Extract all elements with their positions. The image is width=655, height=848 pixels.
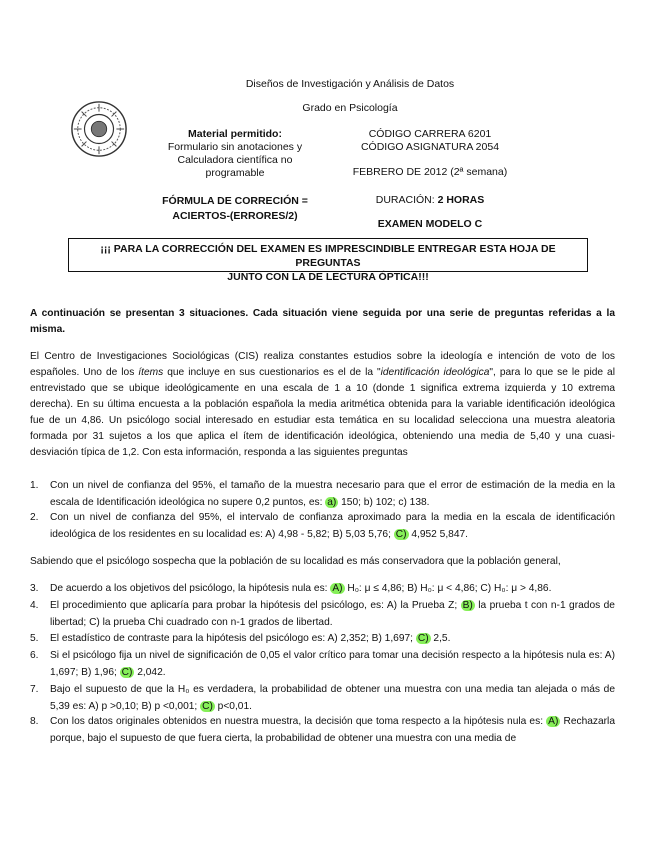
question-number: 3. — [30, 583, 39, 594]
question-text: Con los datos originales obtenidos en nuestra muestra, la decisión que toma respecto a la hipótesis nula es: — [50, 716, 547, 727]
question-number: 1. — [30, 480, 39, 491]
material-line: Calculadora científica no — [177, 154, 293, 166]
question-2 — [30, 510, 615, 544]
exam-model: EXAMEN MODELO C — [377, 218, 483, 230]
answer-highlight: C) — [121, 666, 133, 678]
question-options: p<0,01. — [214, 700, 252, 712]
material-title: Material permitido: — [188, 128, 282, 140]
question-options: 150; b) 102; c) 138. — [338, 496, 430, 508]
warning-box — [68, 238, 588, 283]
answer-highlight: C) — [395, 528, 407, 540]
question-options: 2,042. — [134, 666, 166, 678]
career-code: CÓDIGO CARRERA 6201 — [368, 128, 492, 140]
question-text: Si el psicólogo fija un nivel de significación de 0,05 el valor crítico para tomar una decisión respecto a la hipótesis nula es: A) 1,697; B) 1,96; — [50, 650, 615, 678]
subject-code: CÓDIGO ASIGNATURA 2054 — [360, 141, 500, 153]
question-text: Con un nivel de confianza del 95%, el intervalo de confianza aproximado para la media en la escala de identificación ideológica de los residentes en su localidad es: A) 4,98 - 5,82; B) 5,03 5,76; — [50, 512, 615, 540]
answer-highlight: a) — [327, 496, 337, 508]
formula-line: FÓRMULA DE CORRECIÓN = — [162, 195, 308, 207]
material-block — [150, 128, 320, 180]
degree-title: Grado en Psicología — [302, 102, 398, 114]
intro-text: A continuación se presentan 3 situaciones. Cada situación viene seguida por una serie de preguntas referidas a la misma. — [30, 308, 615, 335]
formula-block — [150, 195, 320, 223]
formula-line: ACIERTOS-(ERRORES/2) — [172, 210, 298, 222]
warning-line: JUNTO CON LA DE LECTURA ÓPTICA!!! — [227, 271, 429, 283]
situation-id-word: identificación ideológica — [380, 367, 490, 378]
question-text: Con un nivel de confianza del 95%, el tamaño de la muestra necesario para que el error de estimación de la media en la escala de Identificación ideológica no supere 0,2 puntos, es: — [50, 480, 615, 508]
situation-text: El Centro de Investigaciones Sociológicas (CIS) realiza constantes estudios sobre la ideología e intención de voto de los españoles. Uno de los — [30, 351, 615, 378]
situation-items-word: ítems — [138, 367, 164, 378]
question-number: 4. — [30, 600, 39, 611]
duration-label: DURACIÓN: — [375, 194, 438, 206]
warning-line: ¡¡¡ PARA LA CORRECCIÓN DEL EXAMEN ES IMPRESCINDIBLE ENTREGAR ESTA HOJA DE PREGUNTAS — [100, 243, 556, 269]
university-seal-icon — [70, 100, 128, 158]
question-text: Bajo el supuesto de que la H₀ es verdadera, la probabilidad de obtener una muestra con una media tan alejada o más de 5,39 es: A) p >0,10; B) p <0,001; — [50, 684, 615, 712]
question-1 — [30, 478, 615, 512]
question-options: la prueba t con n-1 grados de libertad; C) la prueba Chi cuadrado con n-1 grados de libertad. — [50, 600, 615, 628]
situation-paragraph — [30, 349, 615, 461]
answer-highlight: C) — [202, 700, 213, 712]
exam-duration — [340, 194, 520, 207]
question-options: 2,5. — [430, 633, 451, 644]
answer-highlight: C) — [417, 633, 429, 644]
question-text: El procedimiento que aplicaría para probar la hipótesis del psicólogo, es: A) la Prueba Z; — [50, 600, 461, 611]
question-number: 8. — [30, 716, 39, 727]
question-number: 2. — [30, 512, 39, 523]
question-options: H₀: μ ≤ 4,86; B) H₀: μ < 4,86; C) H₀: μ > 4,86. — [344, 583, 552, 594]
answer-highlight: A) — [548, 716, 559, 727]
material-line: Formulario sin anotaciones y — [167, 141, 303, 153]
question-text: El estadístico de contraste para la hipótesis del psicólogo es: A) 2,352; B) 1,697; — [50, 633, 416, 644]
question-text: De acuerdo a los objetivos del psicólogo, la hipótesis nula es: — [50, 583, 331, 594]
material-line: programable — [205, 167, 265, 179]
context-sentence: Sabiendo que el psicólogo sospecha que la población de su localidad es más conservadora que la población general, — [30, 556, 561, 567]
situation-text: ", para lo que se le pide al entrevistado que se ubique ideológicamente en una escala de 1 a 10 (donde 1 significa extrema izquierda y 10 extrema derecha). En su última encuesta a la población española la media aritmética obtenida para la variable identificación ideológica fue de un 4,86. Un psicólogo social interesado en estudiar esta temática en su localidad selecciona una muestra aleatoria formada por 31 sujetos a los que aplica el ítem de identificación ideológica, obteniendo una media de 5,40 y una cuasi-desviación típica de 1,2. Con esta información, responda a las siguientes preguntas — [30, 367, 615, 458]
codes-block — [345, 128, 515, 154]
situation-text: que incluye en sus cuestionarios es el de la " — [163, 367, 381, 378]
duration-value: 2 HORAS — [437, 194, 485, 206]
answer-highlight: B) — [462, 600, 473, 611]
question-options: 4,952 5,847. — [408, 528, 468, 540]
question-number: 5. — [30, 633, 39, 644]
exam-date: FEBRERO DE 2012 (2ª semana) — [352, 166, 508, 178]
answer-highlight: A) — [332, 583, 343, 594]
question-number: 7. — [30, 684, 39, 695]
question-options: Rechazarla porque, bajo el supuesto de que fuera cierta, la probabilidad de obtener una muestra con una media de — [50, 716, 615, 744]
course-title: Diseños de Investigación y Análisis de Datos — [245, 78, 455, 90]
question-number: 6. — [30, 650, 39, 661]
